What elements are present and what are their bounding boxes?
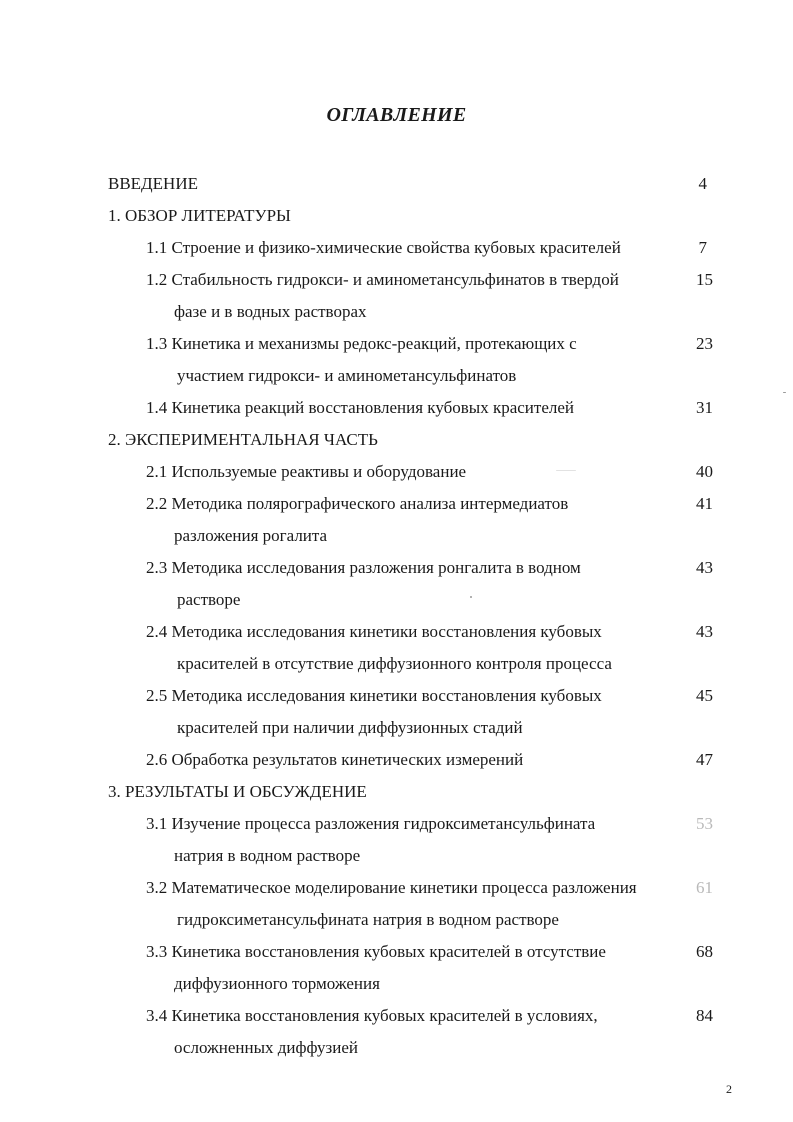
toc-entry-3-2-cont: гидроксиметансульфината натрия в водном растворе [177,910,559,929]
toc-page-2-4: 43 [696,622,713,641]
page-title: ОГЛАВЛЕНИЕ [326,104,467,126]
toc-page-1-3: 23 [696,334,713,353]
toc-page-2-3: 43 [696,558,713,577]
toc-page-1-4: 31 [696,398,713,417]
toc-page-3-3: 68 [696,942,713,961]
toc-entry-3-3-cont: диффузионного торможения [174,974,380,993]
toc-section-3: 3. РЕЗУЛЬТАТЫ И ОБСУЖДЕНИЕ [108,782,367,801]
toc-page-2-2: 41 [696,494,713,513]
toc-page-3-4: 84 [696,1006,713,1025]
toc-entry-1-1: 1.1 Строение и физико-химические свойства кубовых красителей [146,238,621,257]
toc-entry-2-1: 2.1 Используемые реактивы и оборудование [146,462,467,481]
toc-entry-2-2-cont: разложения рогалита [174,526,328,545]
toc-entry-2-6: 2.6 Обработка результатов кинетических измерений [146,750,524,769]
toc-entry-3-2: 3.2 Математическое моделирование кинетики процесса разложения [146,878,637,897]
scan-speck [556,470,576,471]
toc-entry-introduction: ВВЕДЕНИЕ [108,174,198,193]
toc-entry-2-2: 2.2 Методика полярографического анализа интермедиатов [146,494,569,513]
toc-page-2-5: 45 [696,686,713,705]
toc-page-1-2: 15 [696,270,713,289]
toc-entry-2-4-cont: красителей в отсутствие диффузионного контроля процесса [177,654,612,673]
scan-speck [470,596,472,598]
toc-entry-3-4: 3.4 Кинетика восстановления кубовых красителей в условиях, [146,1006,598,1025]
toc-page-2-6: 47 [696,750,713,769]
toc-page-3-2: 61 [696,878,713,897]
toc-entry-1-3: 1.3 Кинетика и механизмы редокс-реакций, протекающих с [146,334,577,353]
toc-entry-2-5: 2.5 Методика исследования кинетики восстановления кубовых [146,686,602,705]
toc-entry-1-2-cont: фазе и в водных растворах [174,302,367,321]
scan-speck [783,392,786,393]
toc-entry-1-4: 1.4 Кинетика реакций восстановления кубовых красителей [146,398,574,417]
toc-entry-2-3: 2.3 Методика исследования разложения ронгалита в водном [146,558,581,577]
toc-entry-2-3-cont: растворе [177,590,241,609]
toc-entry-3-4-cont: осложненных диффузией [174,1038,358,1057]
toc-entry-1-3-cont: участием гидрокси- и аминометансульфинатов [177,366,517,385]
toc-page-introduction: 4 [698,174,707,193]
toc-entry-3-1: 3.1 Изучение процесса разложения гидроксиметансульфината [146,814,596,833]
toc-entry-3-3: 3.3 Кинетика восстановления кубовых красителей в отсутствие [146,942,606,961]
toc-entry-3-1-cont: натрия в водном растворе [174,846,361,865]
toc-page-2-1: 40 [696,462,713,481]
toc-entry-1-2: 1.2 Стабильность гидрокси- и аминометансульфинатов в твердой [146,270,619,289]
toc-page-1-1: 7 [698,238,707,257]
toc-page-3-1: 53 [696,814,713,833]
toc-entry-2-4: 2.4 Методика исследования кинетики восстановления кубовых [146,622,602,641]
toc-entry-2-5-cont: красителей при наличии диффузионных стадий [177,718,523,737]
toc-section-1: 1. ОБЗОР ЛИТЕРАТУРЫ [108,206,291,225]
toc-section-2: 2. ЭКСПЕРИМЕНТАЛЬНАЯ ЧАСТЬ [108,430,378,449]
page-number: 2 [726,1082,732,1096]
